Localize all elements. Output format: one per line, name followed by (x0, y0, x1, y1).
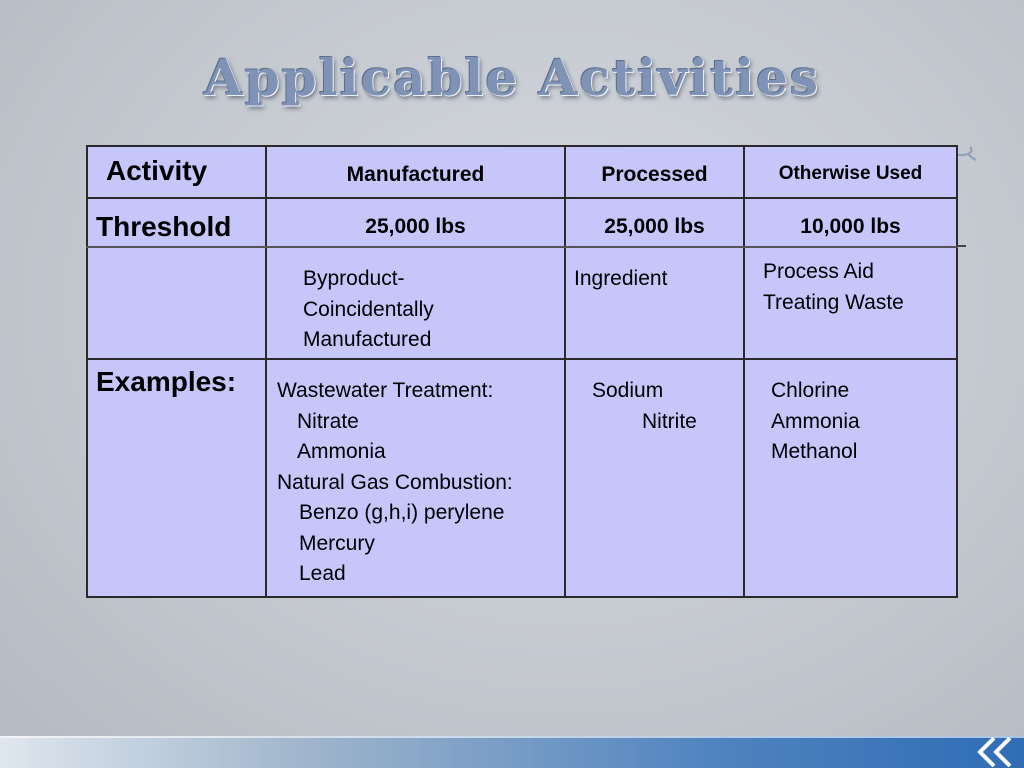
examples-label: Examples: (87, 359, 266, 597)
header-otherwise-used: Otherwise Used (744, 146, 957, 198)
example-heading: Natural Gas Combustion: (277, 470, 513, 494)
threshold-line-extension (956, 245, 966, 247)
header-manufactured: Manufactured (266, 146, 565, 198)
example-item: Sodium (592, 379, 664, 402)
example-item: Nitrite (642, 409, 697, 433)
slide-title: Applicable Activities (203, 48, 821, 107)
subcategory-otherwise-used (744, 247, 957, 359)
subcategory-line: Ingredient (574, 267, 668, 290)
example-item: Mercury (299, 531, 375, 555)
chevron-left-icon (954, 736, 1024, 768)
subcategory-line: Treating Waste (763, 290, 904, 314)
example-item: Ammonia (771, 409, 860, 433)
empty-cell (87, 247, 266, 359)
subcategory-processed (565, 247, 744, 359)
subcategory-line: Byproduct- (303, 267, 405, 290)
example-item: Chlorine (771, 379, 850, 402)
subcategory-line: Process Aid (763, 260, 874, 283)
threshold-processed: 25,000 lbs (565, 198, 744, 247)
subcategory-line: Manufactured (303, 328, 432, 351)
threshold-row (87, 198, 957, 247)
example-item: Benzo (g,h,i) perylene (299, 501, 505, 524)
activity-label: Activity (87, 146, 266, 198)
activities-table (86, 145, 958, 598)
example-item: Methanol (771, 440, 858, 463)
example-item: Nitrate (297, 409, 359, 433)
threshold-manufactured: 25,000 lbs (266, 198, 565, 247)
header-processed: Processed (565, 146, 744, 198)
threshold-otherwise-used: 10,000 lbs (744, 198, 957, 247)
examples-manufactured (266, 359, 565, 597)
example-item: Ammonia (297, 440, 386, 463)
examples-row (87, 359, 957, 597)
example-item: Lead (299, 562, 346, 585)
examples-processed (565, 359, 744, 597)
subcategory-line: Coincidentally (303, 297, 434, 321)
example-heading: Wastewater Treatment: (277, 379, 494, 402)
footer-bar (0, 736, 1024, 768)
subcategory-manufactured (266, 247, 565, 359)
header-row (87, 146, 957, 198)
examples-otherwise-used (744, 359, 957, 597)
threshold-label: Threshold (87, 198, 266, 247)
subcategory-row (87, 247, 957, 359)
